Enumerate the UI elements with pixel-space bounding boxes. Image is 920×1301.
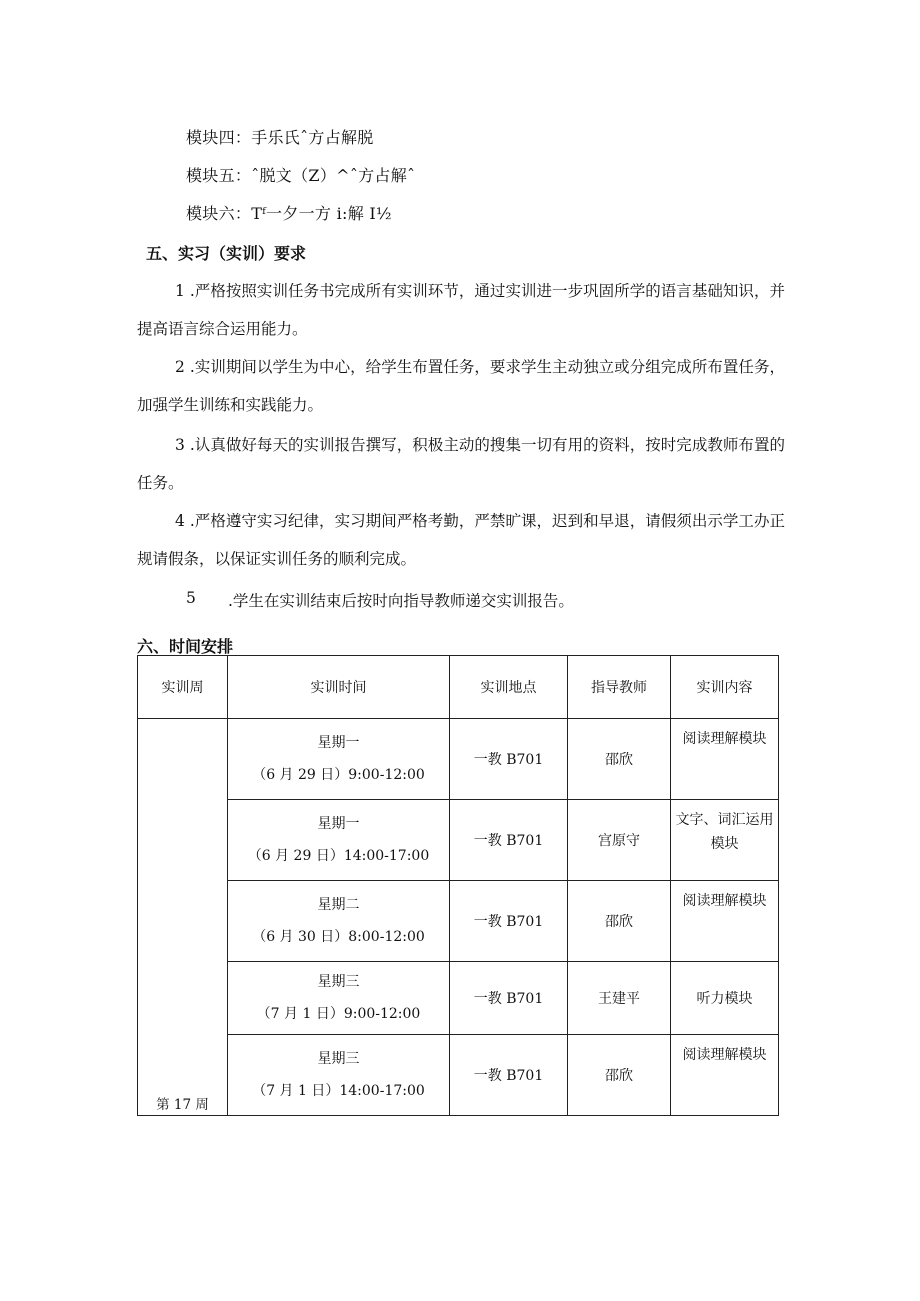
schedule-table [137, 655, 779, 1116]
date-label: （7 月 1 日）14:00-17:00 [252, 1083, 425, 1099]
header-content: 实训内容 [671, 656, 779, 719]
time-cell [228, 881, 450, 962]
place-cell: 一教 B701 [450, 800, 568, 881]
section-5-heading: 五、实习（实训）要求 [146, 244, 307, 263]
content-cell: 阅读理解模块 [671, 881, 779, 962]
module-6-line: 模块六：Tᶠ一夕一方 i:解 I½ [186, 204, 392, 223]
requirement-text: .实训期间以学生为中心，给学生布置任务，要求学生主动独立或分组完成所布置任务，加强学生训练和实践能力。 [137, 358, 785, 414]
requirement-5-number: 5 [186, 589, 196, 607]
requirement-4 [137, 502, 785, 578]
place-cell: 一教 B701 [450, 1035, 568, 1116]
requirement-number: 1 [175, 282, 185, 300]
content-cell: 阅读理解模块 [671, 1035, 779, 1116]
section-6-heading: 六、时间安排 [137, 637, 234, 656]
date-label: （7 月 1 日）9:00-12:00 [256, 1006, 421, 1022]
header-time: 实训时间 [228, 656, 450, 719]
time-cell [228, 1035, 450, 1116]
requirement-text: .严格遵守实习纪律，实习期间严格考勤，严禁旷课，迟到和早退，请假须出示学工办正规请假条，以保证实训任务的顺利完成。 [137, 512, 785, 568]
content-cell: 听力模块 [671, 962, 779, 1035]
requirement-3 [137, 426, 785, 502]
module-4-line: 模块四：手乐氏ˆ方占解脱 [186, 128, 374, 147]
day-label: 星期二 [317, 897, 360, 913]
requirement-text: .认真做好每天的实训报告撰写，积极主动的搜集一切有用的资料，按时完成教师布置的任务。 [137, 436, 785, 492]
requirement-1 [137, 272, 785, 348]
module-5-line: 模块五：ˆ脱文（Z）^ˆ方占解ˆ [186, 166, 416, 185]
time-cell [228, 800, 450, 881]
content-cell: 阅读理解模块 [671, 719, 779, 800]
table-row [138, 719, 779, 800]
day-label: 星期三 [317, 974, 360, 990]
requirement-number: 4 [175, 512, 185, 530]
header-week: 实训周 [138, 656, 228, 719]
header-teacher: 指导教师 [568, 656, 671, 719]
day-label: 星期三 [317, 1051, 360, 1067]
table-row [138, 1035, 779, 1116]
requirement-5-text: .学生在实训结束后按时向指导教师递交实训报告。 [228, 592, 574, 610]
teacher-cell: 宫原守 [568, 800, 671, 881]
teacher-cell: 王建平 [568, 962, 671, 1035]
place-cell: 一教 B701 [450, 719, 568, 800]
day-label: 星期一 [317, 816, 360, 832]
table-header-row [138, 656, 779, 719]
teacher-cell: 邵欣 [568, 719, 671, 800]
table-row [138, 800, 779, 881]
place-cell: 一教 B701 [450, 881, 568, 962]
requirement-2 [137, 348, 785, 424]
header-place: 实训地点 [450, 656, 568, 719]
time-cell [228, 962, 450, 1035]
table-row [138, 881, 779, 962]
table-row [138, 962, 779, 1035]
content-cell: 文字、词汇运用模块 [671, 800, 779, 881]
teacher-cell: 邵欣 [568, 881, 671, 962]
time-cell [228, 719, 450, 800]
date-label: （6 月 29 日）9:00-12:00 [252, 767, 425, 783]
teacher-cell: 邵欣 [568, 1035, 671, 1116]
place-cell: 一教 B701 [450, 962, 568, 1035]
requirement-text: .严格按照实训任务书完成所有实训环节，通过实训进一步巩固所学的语言基础知识，并提高语言综合运用能力。 [137, 282, 785, 338]
week-cell: 第 17 周 [138, 719, 228, 1116]
day-label: 星期一 [317, 735, 360, 751]
requirement-number: 2 [175, 358, 185, 376]
requirement-number: 3 [175, 436, 185, 454]
date-label: （6 月 30 日）8:00-12:00 [252, 929, 425, 945]
date-label: （6 月 29 日）14:00-17:00 [247, 848, 430, 864]
